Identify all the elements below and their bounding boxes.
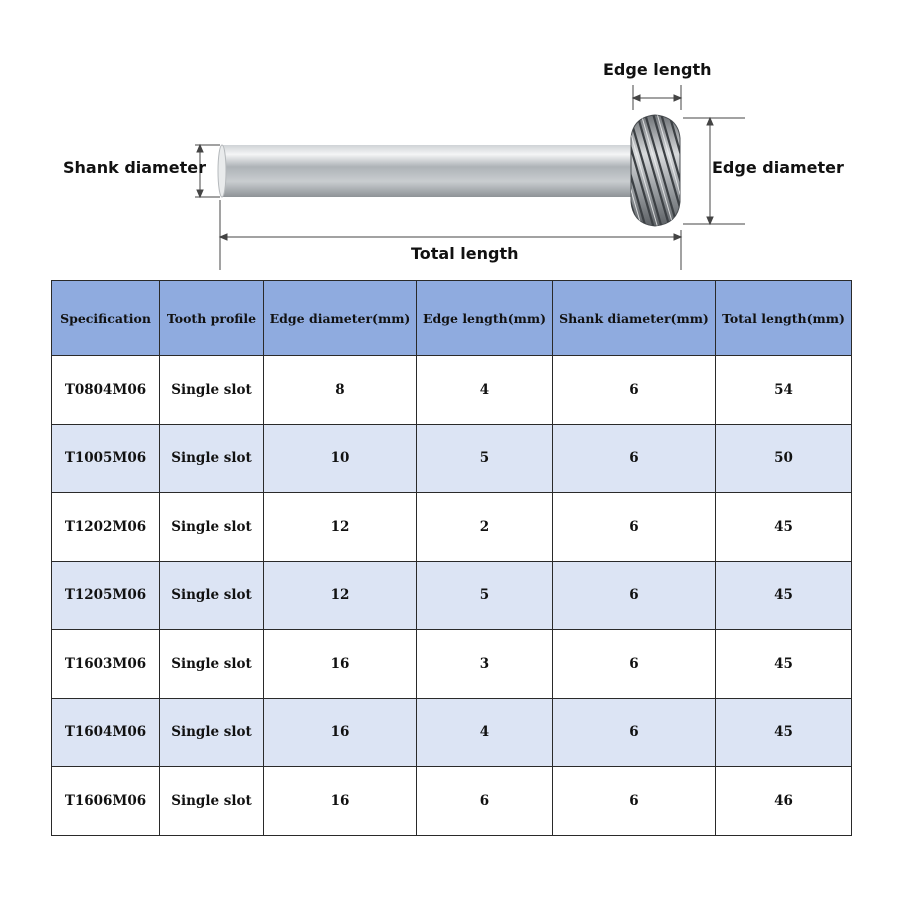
- cell-spec: T1604M06: [52, 698, 160, 767]
- cell-profile: Single slot: [160, 356, 264, 425]
- edge-length-label: Edge length: [603, 60, 712, 79]
- header-specification: Specification: [52, 281, 160, 356]
- cell-edge-length: 4: [417, 698, 553, 767]
- table-row: [52, 561, 852, 630]
- table-row: [52, 630, 852, 699]
- cell-profile: Single slot: [160, 698, 264, 767]
- cell-spec: T1202M06: [52, 493, 160, 562]
- table-row: [52, 424, 852, 493]
- table-row: [52, 767, 852, 836]
- cell-profile: Single slot: [160, 424, 264, 493]
- cell-edge-diameter: 16: [264, 698, 417, 767]
- edge-diameter-label: Edge diameter: [712, 158, 844, 177]
- cell-shank-diameter: 6: [553, 767, 716, 836]
- cell-shank-diameter: 6: [553, 493, 716, 562]
- cell-edge-length: 3: [417, 630, 553, 699]
- cell-spec: T1205M06: [52, 561, 160, 630]
- total-length-label: Total length: [411, 244, 519, 263]
- table-row: [52, 356, 852, 425]
- header-shank-diameter: Shank diameter(mm): [553, 281, 716, 356]
- cell-profile: Single slot: [160, 493, 264, 562]
- tool-dimension-diagram: [0, 0, 900, 275]
- cell-shank-diameter: 6: [553, 424, 716, 493]
- cell-total-length: 50: [716, 424, 852, 493]
- cell-edge-diameter: 12: [264, 493, 417, 562]
- cell-edge-length: 4: [417, 356, 553, 425]
- cell-edge-length: 5: [417, 424, 553, 493]
- cell-total-length: 54: [716, 356, 852, 425]
- cell-edge-length: 5: [417, 561, 553, 630]
- cell-edge-diameter: 8: [264, 356, 417, 425]
- cell-shank-diameter: 6: [553, 561, 716, 630]
- table-row: [52, 493, 852, 562]
- cell-shank-diameter: 6: [553, 356, 716, 425]
- table-row: [52, 698, 852, 767]
- header-total-length: Total length(mm): [716, 281, 852, 356]
- cell-profile: Single slot: [160, 561, 264, 630]
- cell-edge-diameter: 12: [264, 561, 417, 630]
- cell-shank-diameter: 6: [553, 630, 716, 699]
- table-header-row: [52, 281, 852, 356]
- cell-total-length: 46: [716, 767, 852, 836]
- cutter-bur-illustration: [0, 0, 900, 275]
- cell-edge-diameter: 16: [264, 767, 417, 836]
- cell-total-length: 45: [716, 630, 852, 699]
- cell-shank-diameter: 6: [553, 698, 716, 767]
- cell-spec: T1603M06: [52, 630, 160, 699]
- cell-edge-length: 2: [417, 493, 553, 562]
- cell-edge-diameter: 16: [264, 630, 417, 699]
- shank: [220, 145, 634, 197]
- shank-diameter-label: Shank diameter: [63, 158, 206, 177]
- cell-spec: T0804M06: [52, 356, 160, 425]
- cell-total-length: 45: [716, 561, 852, 630]
- cell-spec: T1606M06: [52, 767, 160, 836]
- cell-edge-diameter: 10: [264, 424, 417, 493]
- cell-total-length: 45: [716, 698, 852, 767]
- header-edge-length: Edge length(mm): [417, 281, 553, 356]
- cell-total-length: 45: [716, 493, 852, 562]
- header-tooth-profile: Tooth profile: [160, 281, 264, 356]
- cell-spec: T1005M06: [52, 424, 160, 493]
- cell-profile: Single slot: [160, 630, 264, 699]
- specification-table: [51, 280, 852, 836]
- header-edge-diameter: Edge diameter(mm): [264, 281, 417, 356]
- cell-profile: Single slot: [160, 767, 264, 836]
- cell-edge-length: 6: [417, 767, 553, 836]
